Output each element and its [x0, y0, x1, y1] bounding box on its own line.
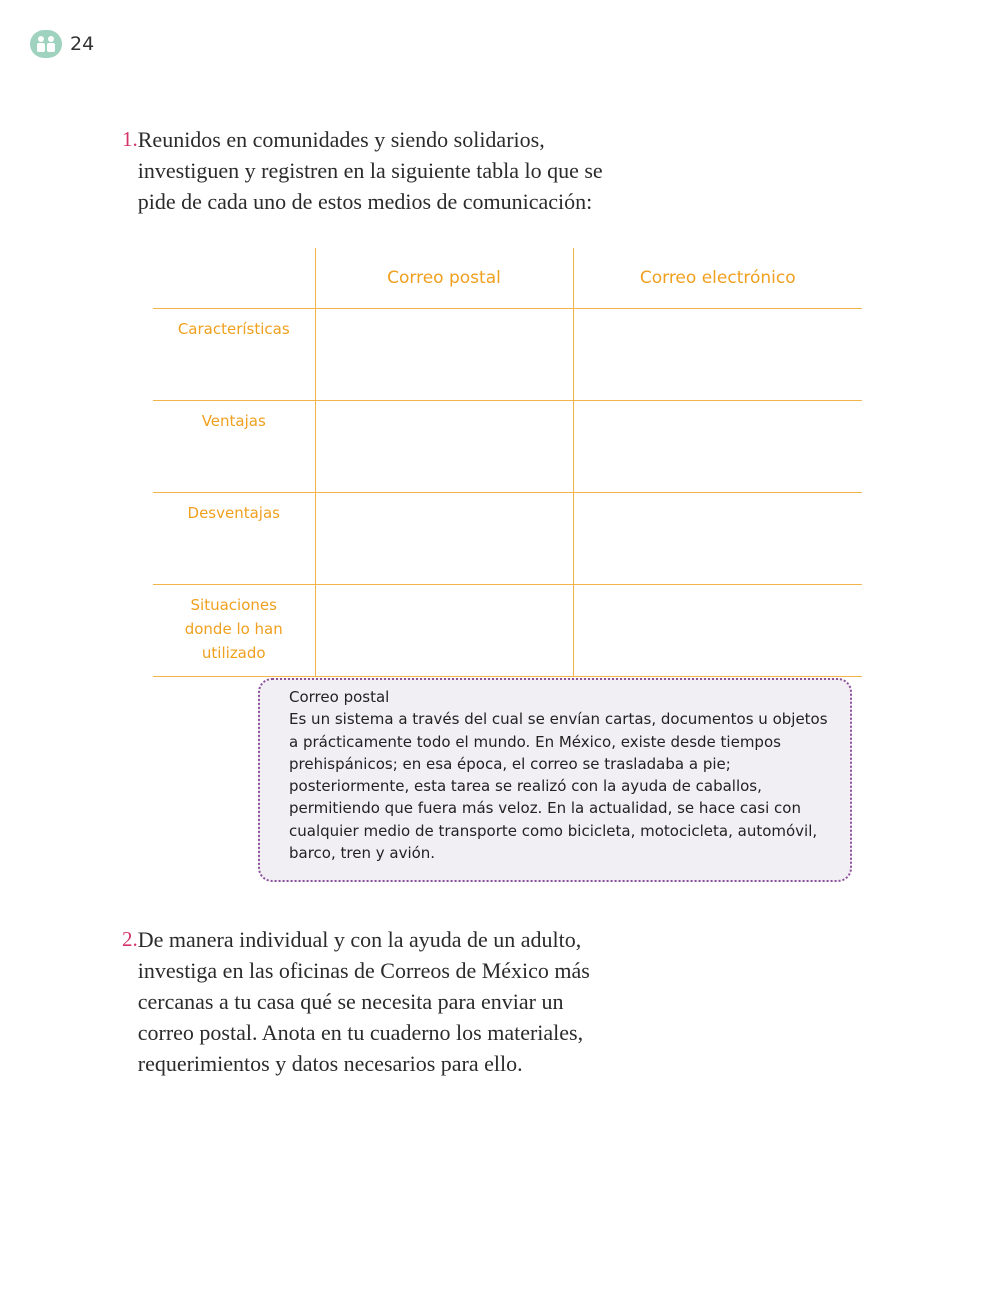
activity-number: 1. — [122, 127, 138, 151]
activity-1 — [122, 124, 622, 217]
table-row — [153, 401, 862, 493]
info-box-text: Es un sistema a través del cual se envían cartas, documentos u objetos a prácticamente todo el mundo. En México, existe desde tiempos prehispánicos; en esa época, el correo se trasladaba a pie; posteriormente, esta tarea se realizó con la ayuda de caballos, permitiendo que fuera más veloz. En la actualidad, se hace casi con cualquier medio de transporte como bicicleta, motocicleta, automóvil, barco, tren y avión. — [289, 710, 828, 863]
table-header-row — [153, 248, 862, 309]
answer-cell[interactable] — [573, 585, 862, 677]
row-label-ventajas: Ventajas — [153, 401, 315, 493]
answer-cell[interactable] — [315, 585, 573, 677]
answer-cell[interactable] — [315, 401, 573, 493]
info-box-title: Correo postal — [289, 688, 390, 706]
page-header — [30, 30, 94, 58]
row-label-caracteristicas: Características — [153, 309, 315, 401]
column-header-email: Correo electrónico — [573, 248, 862, 309]
column-header-postal: Correo postal — [315, 248, 573, 309]
answer-cell[interactable] — [573, 493, 862, 585]
answer-cell[interactable] — [573, 309, 862, 401]
answer-cell[interactable] — [315, 493, 573, 585]
table-row — [153, 493, 862, 585]
activity-number: 2. — [122, 927, 138, 951]
row-label-desventajas: Desventajas — [153, 493, 315, 585]
activity-2 — [122, 924, 602, 1079]
answer-cell[interactable] — [315, 309, 573, 401]
table-corner-cell — [153, 248, 315, 309]
table-row — [153, 585, 862, 677]
activity-text: Reunidos en comunidades y siendo solidarios, investiguen y registren en la siguiente tabla lo que se pide de cada uno de estos medios de comunicación: — [137, 127, 603, 214]
people-icon — [30, 30, 62, 58]
table-row — [153, 309, 862, 401]
page-number: 24 — [70, 33, 95, 55]
row-label-situaciones: Situaciones donde lo han utilizado — [153, 585, 315, 677]
info-box-correo-postal — [258, 678, 852, 882]
activity-text: De manera individual y con la ayuda de un adulto, investiga en las oficinas de Correos de México más cercanas a tu casa qué se necesita para enviar un correo postal. Anota en tu cuaderno los materiales, requerimientos y datos necesarios para ello. — [137, 927, 590, 1076]
answer-cell[interactable] — [573, 401, 862, 493]
media-comparison-table — [153, 248, 862, 677]
